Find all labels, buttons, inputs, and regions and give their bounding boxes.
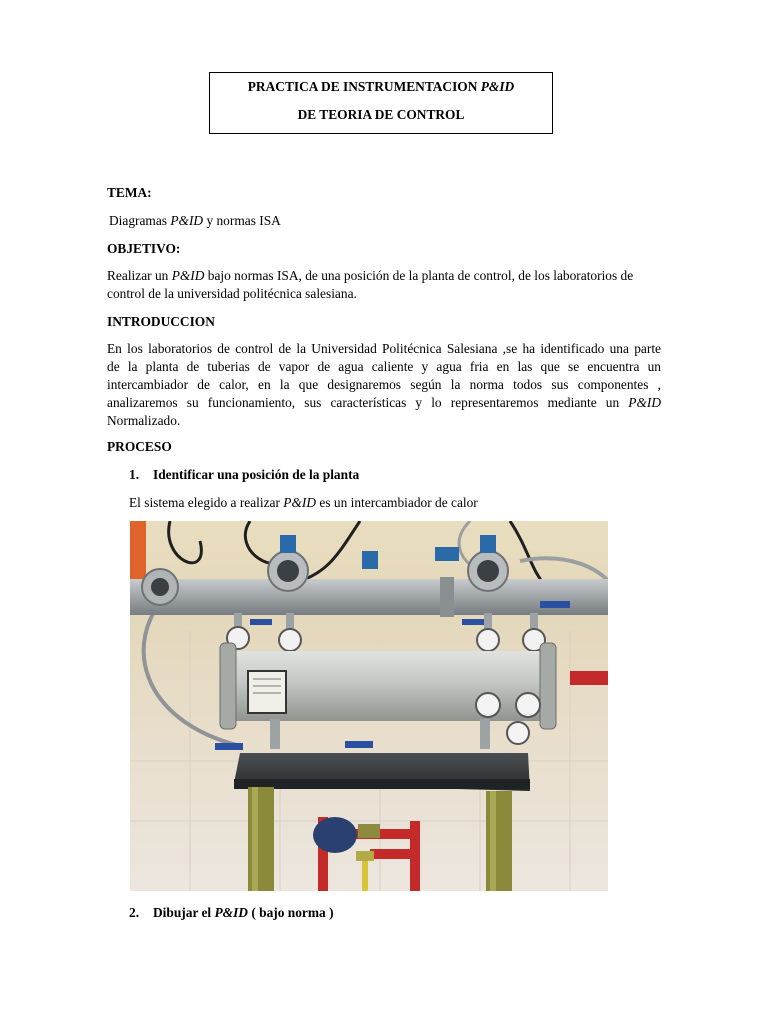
intro-line-1: En los laboratorios de control de la Universidad Politécnica Salesiana ,se ha identificado una parte: [107, 341, 661, 356]
intro-line-3: intercambiador de calor, en la que designaremos según la norma todos sus componentes ,: [107, 377, 661, 392]
intro-line-5: Normalizado.: [107, 413, 181, 428]
objetivo-heading: OBJETIVO:: [107, 241, 181, 256]
introduccion-heading: INTRODUCCION: [107, 314, 215, 329]
step-1-text: El sistema elegido a realizar P&ID es un intercambiador de calor: [129, 495, 478, 510]
tema-heading: TEMA:: [107, 185, 152, 200]
objetivo-line-2: control de la universidad politécnica salesiana.: [107, 286, 357, 301]
title-line-2: DE TEORIA DE CONTROL: [297, 107, 465, 122]
heat-exchanger-photo: [130, 521, 608, 891]
tema-text: Diagramas P&ID y normas ISA: [109, 213, 281, 228]
intro-line-2: de la planta de tuberias de vapor de agua caliente y agua fria en las que se encuentra un: [107, 359, 661, 374]
step-2: 2. Dibujar el P&ID ( bajo norma ): [129, 905, 334, 920]
proceso-heading: PROCESO: [107, 439, 172, 454]
objetivo-line-1: Realizar un P&ID bajo normas ISA, de una posición de la planta de control, de los laboratorios de: [107, 268, 634, 283]
step-1: 1. Identificar una posición de la planta: [129, 467, 360, 482]
title-box: [209, 72, 553, 134]
intro-line-4: analizaremos su funcionamiento, sus características y lo representaremos mediante un P&ID: [107, 395, 661, 410]
title-line-1: PRACTICA DE INSTRUMENTACION P&ID: [247, 79, 515, 94]
